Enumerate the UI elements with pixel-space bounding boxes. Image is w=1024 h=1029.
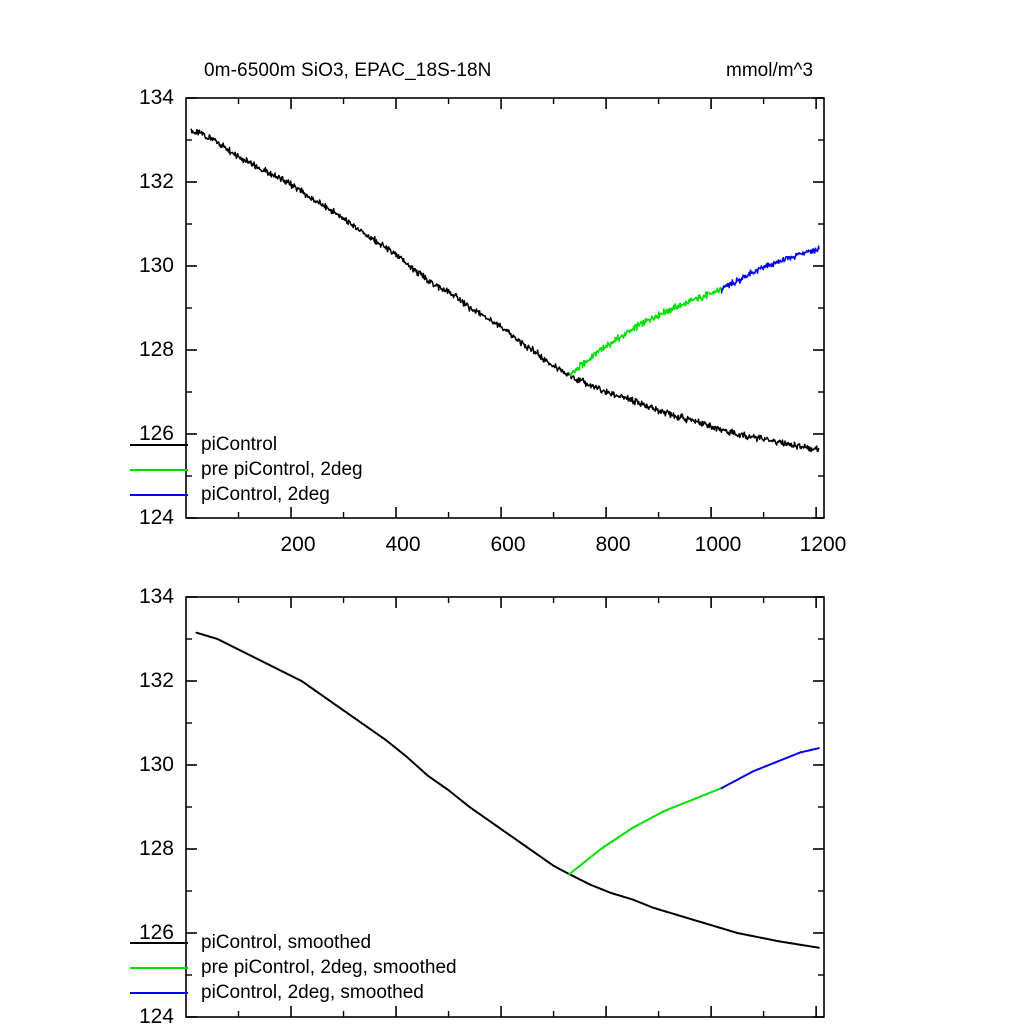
x-tick-label: 400 [385, 533, 421, 556]
legend-label: piControl [201, 433, 278, 455]
x-tick-label: 1000 [694, 533, 742, 556]
legend-item [130, 980, 457, 1005]
chart-units-label: mmol/m^3 [726, 60, 814, 81]
legend-item [130, 457, 363, 482]
x-tick-label: 600 [490, 533, 526, 556]
y-tick-label: 128 [138, 338, 174, 361]
y-tick-label: 130 [138, 753, 174, 776]
y-tick-label: 126 [138, 422, 174, 445]
legend-top [130, 432, 363, 507]
legend-swatch-line [130, 992, 188, 994]
legend-swatch-line [130, 942, 188, 944]
x-tick-label: 800 [595, 533, 631, 556]
y-tick-label: 124 [138, 1005, 174, 1028]
legend-label: piControl, 2deg [201, 483, 330, 505]
chart-panel-bottom [0, 560, 1024, 1028]
y-tick-label: 132 [138, 170, 174, 193]
legend-label: pre piControl, 2deg, smoothed [201, 956, 457, 978]
legend-item [130, 930, 457, 955]
legend-label: pre piControl, 2deg [201, 458, 363, 480]
y-tick-label: 134 [138, 86, 174, 109]
y-tick-label: 128 [138, 837, 174, 860]
legend-swatch-line [130, 469, 188, 471]
legend-bottom [130, 930, 457, 1005]
legend-swatch-line [130, 494, 188, 496]
legend-swatch-line [130, 444, 188, 446]
y-tick-label: 126 [138, 921, 174, 944]
y-tick-label: 134 [138, 585, 174, 608]
y-tick-label: 124 [138, 506, 174, 529]
legend-swatch-line [130, 967, 188, 969]
legend-label: piControl, smoothed [201, 931, 372, 953]
x-tick-label: 1200 [799, 533, 847, 556]
y-tick-label: 132 [138, 669, 174, 692]
chart-title-left: 0m-6500m SiO3, EPAC_18S-18N [204, 60, 492, 81]
y-tick-label: 130 [138, 254, 174, 277]
legend-item [130, 955, 457, 980]
legend-label: piControl, 2deg, smoothed [201, 981, 424, 1003]
legend-item [130, 482, 363, 507]
legend-item [130, 432, 363, 457]
x-tick-label: 200 [280, 533, 316, 556]
